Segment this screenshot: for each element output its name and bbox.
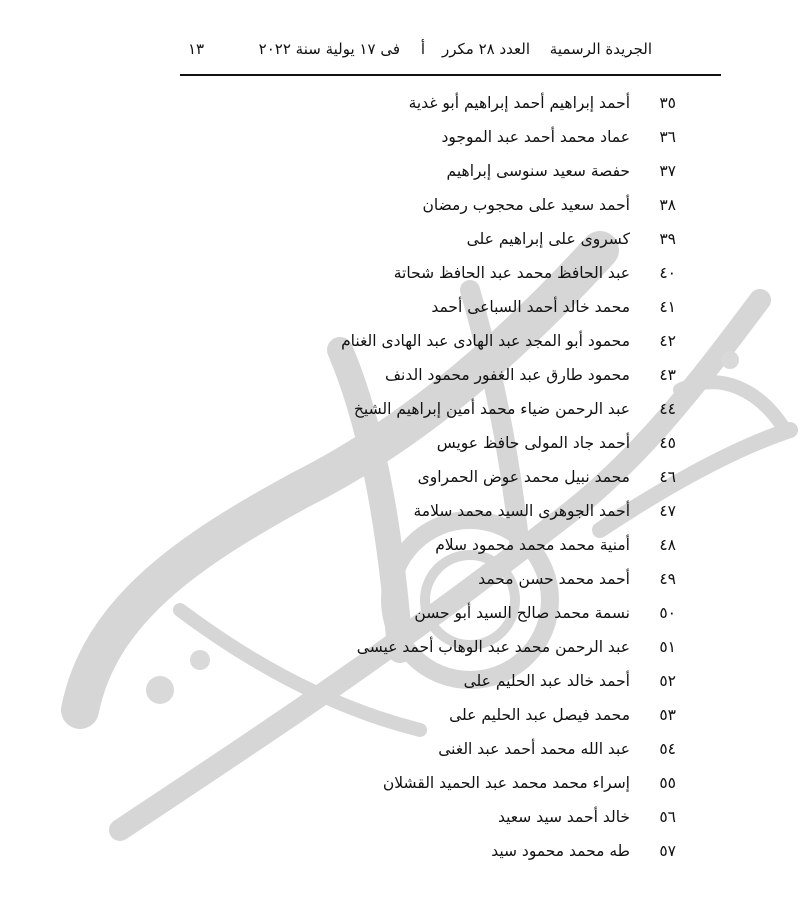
entry-number: ٤٦ xyxy=(659,468,676,486)
header-divider xyxy=(180,74,721,76)
entry-number: ٤١ xyxy=(659,298,676,316)
list-item xyxy=(0,258,808,292)
list-item xyxy=(0,496,808,530)
entry-number: ٣٩ xyxy=(659,230,676,248)
entry-name: أحمد سعيد على محجوب رمضان xyxy=(422,196,630,214)
list-item xyxy=(0,564,808,598)
entry-name: عبد الله محمد أحمد عبد الغنى xyxy=(438,740,630,758)
list-item xyxy=(0,360,808,394)
list-item xyxy=(0,700,808,734)
entry-number: ٥٦ xyxy=(659,808,676,826)
entry-name: كسروى على إبراهيم على xyxy=(466,230,630,248)
entry-number: ٤٩ xyxy=(659,570,676,588)
entry-number: ٣٨ xyxy=(659,196,676,214)
page-number: ١٣ xyxy=(188,40,205,58)
entry-number: ٥٥ xyxy=(659,774,676,792)
entry-name: أحمد الجوهرى السيد محمد سلامة xyxy=(413,502,630,520)
entry-name: أحمد محمد حسن محمد xyxy=(478,570,630,588)
entry-number: ٥٠ xyxy=(659,604,676,622)
list-item xyxy=(0,598,808,632)
entry-number: ٥٧ xyxy=(659,842,676,860)
list-item xyxy=(0,88,808,122)
list-item xyxy=(0,802,808,836)
list-item xyxy=(0,530,808,564)
entry-name: محمد فيصل عبد الحليم على xyxy=(449,706,630,724)
entry-number: ٥٢ xyxy=(659,672,676,690)
entry-name: أمنية محمد محمد محمود سلام xyxy=(435,536,630,554)
journal-title: الجريدة الرسمية xyxy=(549,40,652,58)
list-item xyxy=(0,122,808,156)
entry-number: ٤٤ xyxy=(659,400,676,418)
entry-number: ٤٧ xyxy=(659,502,676,520)
entry-name: محمود أبو المجد عبد الهادى عبد الهادى الغنام xyxy=(341,332,630,350)
entry-number: ٥١ xyxy=(659,638,676,656)
issue-mark: أ xyxy=(420,40,425,58)
entry-name: حفصة سعيد سنوسى إبراهيم xyxy=(446,162,630,180)
entry-name: عبد الحافظ محمد عبد الحافظ شحاتة xyxy=(393,264,630,282)
list-item xyxy=(0,190,808,224)
entry-number: ٤٥ xyxy=(659,434,676,452)
entry-name: أحمد جاد المولى حافظ عويس xyxy=(436,434,630,452)
issue-date: فى ١٧ يولية سنة ٢٠٢٢ xyxy=(258,40,400,58)
entry-number: ٤٨ xyxy=(659,536,676,554)
entry-name: عماد محمد أحمد عبد الموجود xyxy=(441,128,630,146)
list-item xyxy=(0,836,808,870)
list-item xyxy=(0,666,808,700)
list-item xyxy=(0,224,808,258)
list-item xyxy=(0,394,808,428)
entry-number: ٣٥ xyxy=(659,94,676,112)
entry-name: محمد نبيل محمد عوض الحمراوى xyxy=(417,468,630,486)
entry-name: محمد خالد أحمد السباعى أحمد xyxy=(431,298,630,316)
list-item xyxy=(0,326,808,360)
entry-number: ٣٧ xyxy=(659,162,676,180)
entry-name: محمود طارق عبد الغفور محمود الدنف xyxy=(385,366,630,384)
entry-name: خالد أحمد سيد سعيد xyxy=(497,808,630,826)
entry-number: ٥٤ xyxy=(659,740,676,758)
list-item xyxy=(0,462,808,496)
list-item xyxy=(0,632,808,666)
entry-number: ٤٠ xyxy=(659,264,676,282)
list-item xyxy=(0,156,808,190)
entry-name: إسراء محمد محمد عبد الحميد القشلان xyxy=(382,774,630,792)
entry-number: ٣٦ xyxy=(659,128,676,146)
entry-number: ٤٣ xyxy=(659,366,676,384)
list-item xyxy=(0,292,808,326)
entry-name: أحمد خالد عبد الحليم على xyxy=(463,672,630,690)
gazette-header xyxy=(180,40,720,64)
issue-number: العدد ٢٨ مكرر xyxy=(441,40,530,58)
entry-name: نسمة محمد صالح السيد أبو حسن xyxy=(414,604,630,622)
list-item xyxy=(0,428,808,462)
entry-name: طه محمد محمود سيد xyxy=(491,842,630,860)
entry-name: عبد الرحمن ضياء محمد أمين إبراهيم الشيخ xyxy=(353,400,630,418)
entry-number: ٤٢ xyxy=(659,332,676,350)
entry-number: ٥٣ xyxy=(659,706,676,724)
list-item xyxy=(0,734,808,768)
entry-name: عبد الرحمن محمد عبد الوهاب أحمد عيسى xyxy=(356,638,630,656)
list-item xyxy=(0,768,808,802)
entry-name: أحمد إبراهيم أحمد إبراهيم أبو غدية xyxy=(408,94,630,112)
